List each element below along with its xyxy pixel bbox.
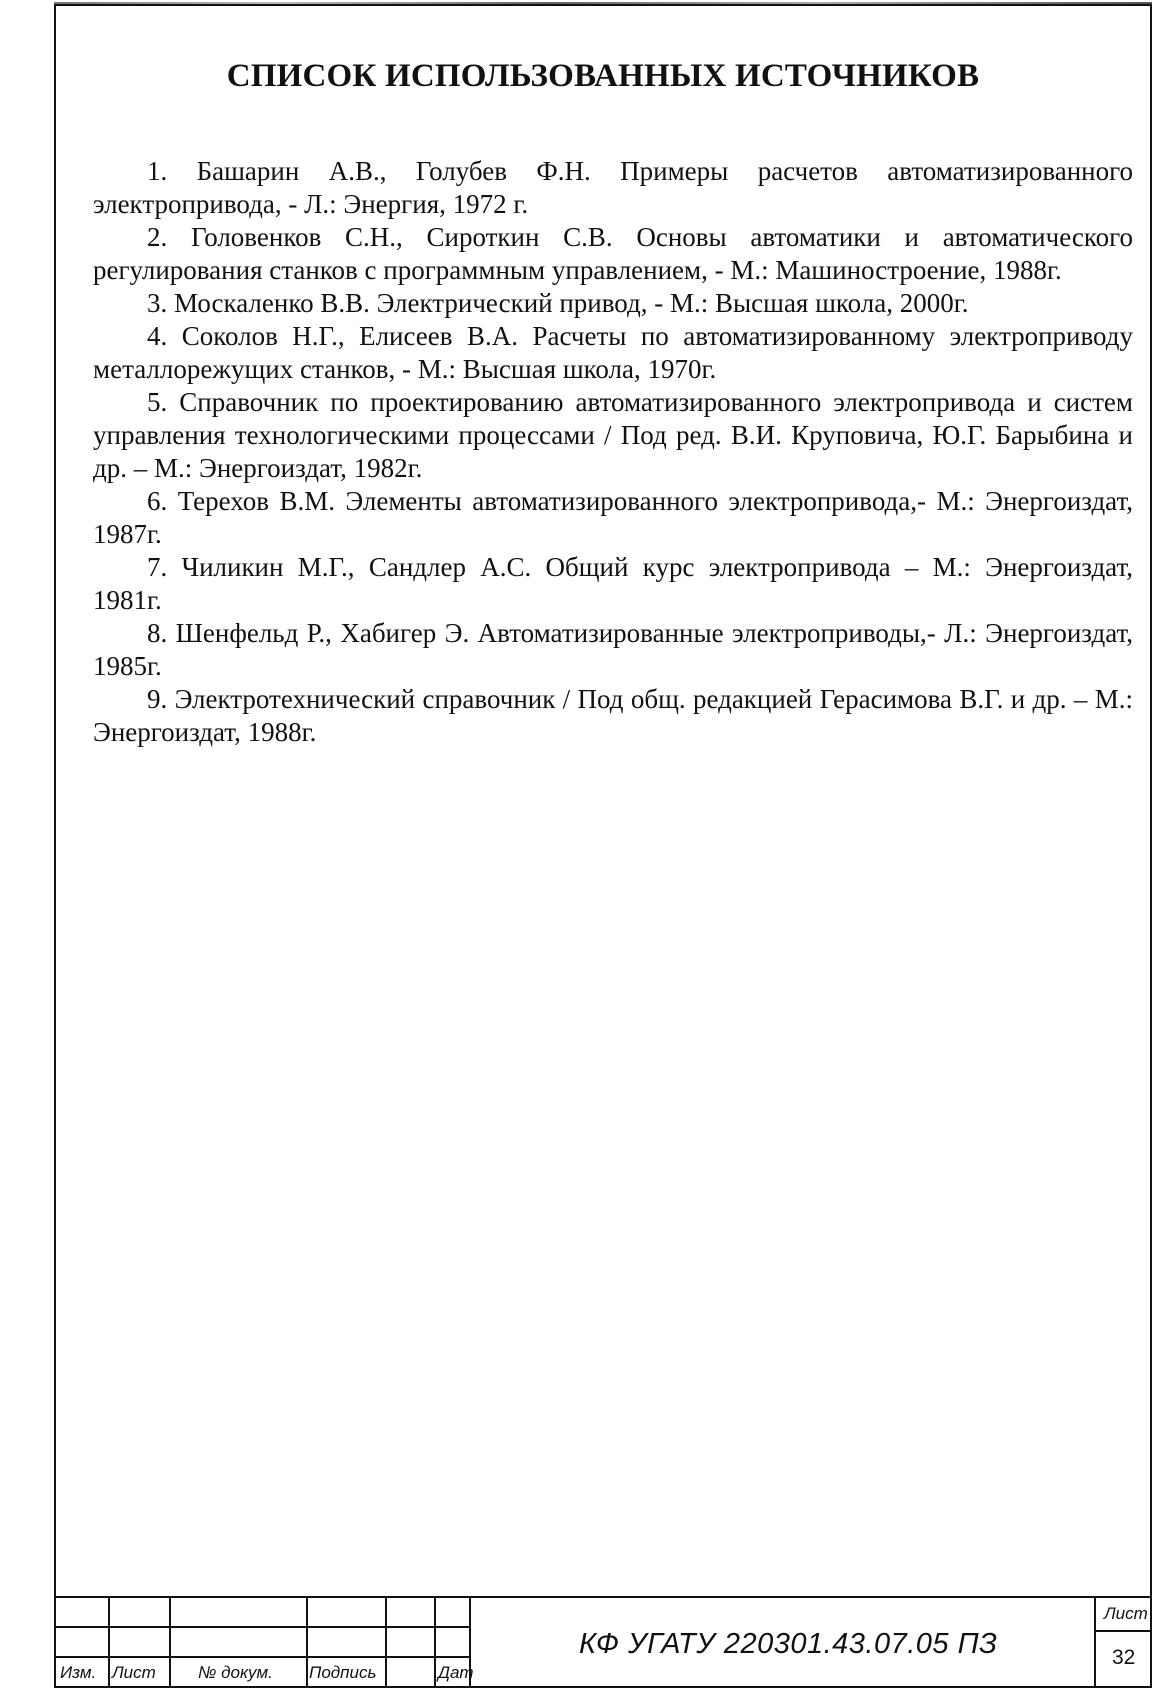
page-title: СПИСОК ИСПОЛЬЗОВАННЫХ ИСТОЧНИКОВ bbox=[226, 58, 980, 94]
stamp-label-list: Лист bbox=[112, 1663, 156, 1682]
reference-item: 7. Чиликин М.Г., Сандлер А.С. Общий курс электропривода – М.: Энергоиздат, 1981г. bbox=[93, 552, 1133, 615]
stamp-col-line bbox=[169, 1596, 171, 1688]
stamp-label-sign: Подпись bbox=[309, 1663, 377, 1682]
title-block bbox=[54, 1596, 1152, 1688]
stamp-col-line bbox=[1094, 1596, 1096, 1688]
stamp-col-line bbox=[306, 1596, 308, 1688]
stamp-col-line bbox=[108, 1596, 110, 1688]
stamp-row-line-1 bbox=[54, 1626, 469, 1628]
reference-item: 4. Соколов Н.Г., Елисеев В.А. Расчеты по автоматизированному электроприводу металлорежущих станков, - М.: Высшая школа, 1970г. bbox=[93, 321, 1133, 384]
stamp-col-line bbox=[385, 1596, 387, 1688]
reference-item: 5. Справочник по проектированию автоматизированного электропривода и систем управления технологическими процессами / Под ред. В.И. Круповича, Ю.Г. Барыбина и др. – М.: Энергоиздат, 1982г. bbox=[93, 387, 1133, 483]
stamp-sheet-divider bbox=[1094, 1630, 1152, 1632]
reference-item: 8. Шенфельд Р., Хабигер Э. Автоматизированные электроприводы,- Л.: Энергоиздат, 1985г. bbox=[93, 618, 1133, 681]
stamp-label-izm: Изм. bbox=[60, 1663, 97, 1682]
stamp-label-date: Дат bbox=[438, 1663, 474, 1682]
document-designation: КФ УГАТУ 220301.43.07.05 ПЗ bbox=[579, 1628, 998, 1660]
reference-item: 6. Терехов В.М. Элементы автоматизированного электропривода,- М.: Энергоиздат, 1987г. bbox=[93, 486, 1133, 549]
reference-item: 2. Головенков С.Н., Сироткин С.В. Основы автоматики и автоматического регулирования станков с программным управлением, - М.: Машиностроение, 1988г. bbox=[93, 222, 1133, 285]
reference-item: 9. Электротехнический справочник / Под общ. редакцией Герасимова В.Г. и др. – М.: Энергоиздат, 1988г. bbox=[93, 684, 1133, 747]
stamp-col-line bbox=[434, 1596, 436, 1688]
stamp-sheet-label: Лист bbox=[1104, 1604, 1148, 1623]
page-number: 32 bbox=[1112, 1646, 1136, 1669]
stamp-label-doc: № докум. bbox=[198, 1663, 273, 1682]
stamp-row-line-2 bbox=[54, 1656, 469, 1658]
stamp-top-border bbox=[54, 1596, 1152, 1598]
references-list bbox=[93, 155, 1133, 749]
reference-item: 1. Башарин А.В., Голубев Ф.Н. Примеры расчетов автоматизированного электропривода, - Л.: Энергия, 1972 г. bbox=[93, 156, 1133, 219]
reference-item: 3. Москаленко В.В. Электрический привод, - М.: Высшая школа, 2000г. bbox=[147, 288, 969, 318]
